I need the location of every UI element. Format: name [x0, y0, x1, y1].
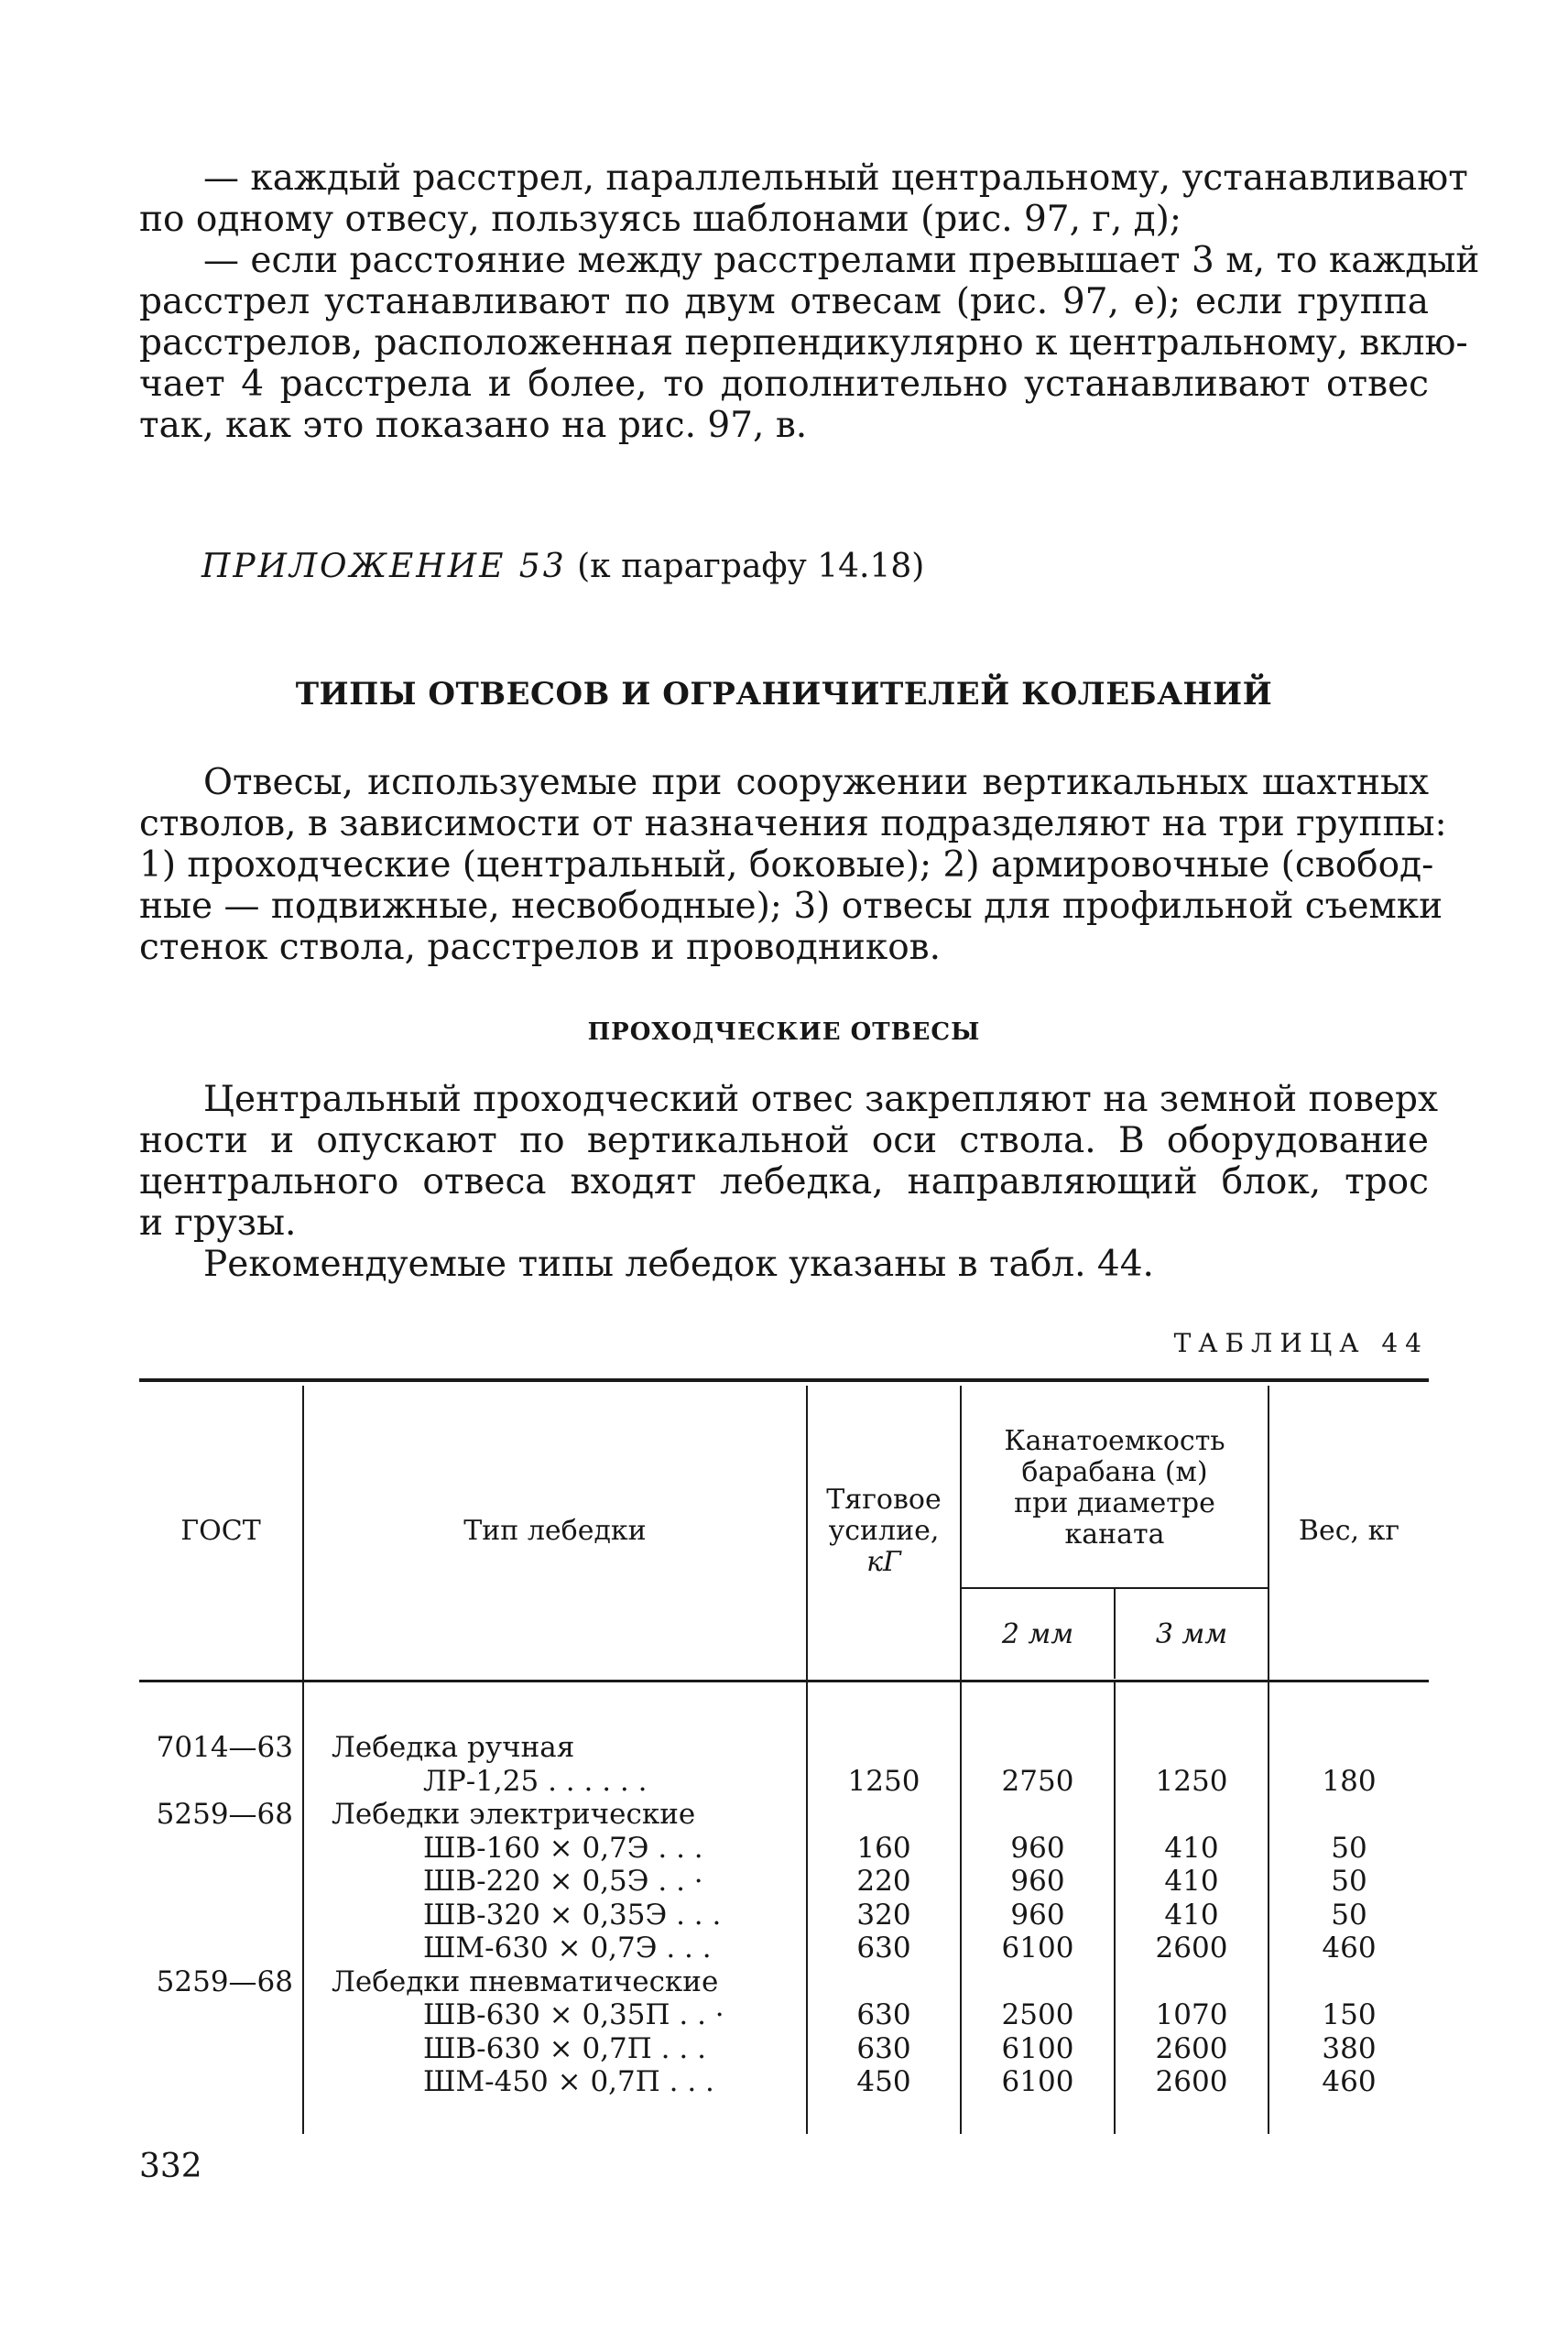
header-diameter-2mm	[962, 1591, 1114, 1679]
table-cell-weight: 50	[1331, 1898, 1367, 1932]
header-d3-label: 3 мм	[1155, 1618, 1228, 1650]
header-gost: ГОСТ	[180, 1514, 261, 1547]
appendix-reference	[201, 548, 924, 585]
header-capacity-line: барабана (м)	[1021, 1456, 1208, 1488]
table-cell-c2: 2500	[1001, 1998, 1074, 2031]
header-capacity-line: Канатоемкость	[1004, 1425, 1225, 1457]
intro-line: — каждый расстрел, параллельный центральному, устанавливают	[203, 158, 1468, 199]
header-traction-force	[808, 1382, 960, 1680]
table-cell-weight: 180	[1322, 1764, 1377, 1798]
header-diameter-3mm	[1116, 1591, 1268, 1679]
appendix-paragraph-ref: (к параграфу 14.18)	[577, 548, 925, 585]
table-cell-force: 320	[856, 1898, 911, 1932]
section-line: Отвесы, используемые при сооружении вертикальных шахтных	[203, 762, 1429, 803]
table-cell-c3: 2600	[1155, 2031, 1228, 2065]
table-cell-type: ШМ-450 × 0,7П . . .	[423, 2065, 714, 2098]
table-cell-type: Лебедка ручная	[332, 1731, 575, 1764]
table-cell-c2: 6100	[1001, 2065, 1074, 2098]
table-cell-c2: 6100	[1001, 1932, 1074, 1964]
table-cell-gost: 5259—68	[156, 1798, 293, 1831]
winch-table	[139, 1378, 1429, 2134]
table-cell-c2: 2750	[1001, 1764, 1074, 1798]
table-cell-type: ШВ-220 × 0,5Э . . ·	[423, 1865, 703, 1898]
table-cell-type: ЛР-1,25 . . . . . .	[423, 1764, 648, 1798]
page-number: 332	[139, 2148, 202, 2185]
table-title: ТАБЛИЦА 44	[1173, 1328, 1429, 1358]
intro-line: по одному отвесу, пользуясь шаблонами (рис. 97, г, д);	[139, 199, 1182, 240]
table-cell-type: ШВ-630 × 0,35П . . ·	[423, 1998, 724, 2031]
table-cell-force: 220	[856, 1865, 911, 1898]
table-cell-weight: 380	[1322, 2031, 1377, 2065]
table-cell-c3: 2600	[1155, 1932, 1228, 1964]
table-header-rule	[139, 1680, 1429, 1682]
table-cell-type: ШВ-160 × 0,7Э . . .	[423, 1831, 703, 1865]
table-cell-force: 630	[856, 1998, 911, 2031]
header-weight: Вес, кг	[1298, 1514, 1400, 1547]
table-cell-c3: 1250	[1155, 1764, 1228, 1798]
table-cell-force: 450	[856, 2065, 911, 2098]
section-line: 1) проходческие (центральный, боковые); 2) армировочные (свобод-	[139, 844, 1434, 886]
table-cell-force: 630	[856, 1932, 911, 1964]
section-paragraph	[139, 762, 1447, 968]
subsection-title: ПРОХОДЧЕСКИЕ ОТВЕСЫ	[587, 1018, 981, 1046]
table-cell-c3: 2600	[1155, 2065, 1228, 2098]
table-cell-type: ШВ-630 × 0,7П . . .	[423, 2031, 706, 2065]
subsection-line: Центральный проходческий отвес закрепляют на земной поверх	[203, 1079, 1438, 1120]
section-line: стенок ствола, расстрелов и проводников.	[139, 927, 942, 968]
subsection-line: ности и опускают по вертикальной оси ствола. В оборудование	[139, 1120, 1429, 1161]
header-capacity-line: при диаметре	[1014, 1487, 1215, 1519]
table-cell-force: 630	[856, 2031, 911, 2065]
table-cell-c2: 960	[1010, 1865, 1065, 1898]
table-cell-c3: 410	[1164, 1831, 1219, 1865]
intro-line: чает 4 расстрела и более, то дополнительно устанавливают отвес	[139, 364, 1429, 405]
subsection-line: и грузы.	[139, 1203, 297, 1244]
subsection-note: Рекомендуемые типы лебедок указаны в табл. 44.	[203, 1244, 1154, 1285]
table-cell-gost: 5259—68	[156, 1964, 293, 1998]
table-cell-type: ШВ-320 × 0,35Э . . .	[423, 1898, 722, 1932]
table-cell-c3: 1070	[1155, 1998, 1228, 2031]
table-cell-c3: 410	[1164, 1898, 1219, 1932]
subsection-line: центрального отвеса входят лебедка, направляющий блок, трос	[139, 1161, 1429, 1203]
header-winch-type: Тип лебедки	[463, 1514, 647, 1547]
table-cell-c2: 960	[1010, 1898, 1065, 1932]
section-line: стволов, в зависимости от назначения подразделяют на три группы:	[139, 803, 1447, 844]
intro-paragraph	[139, 158, 1480, 446]
header-force-line: усилие,	[828, 1514, 940, 1547]
table-cell-force: 1250	[847, 1764, 920, 1798]
header-rope-capacity	[962, 1397, 1268, 1580]
table-cell-type: ШМ-630 × 0,7Э . . .	[423, 1932, 712, 1964]
intro-line: расстрелов, расположенная перпендикулярно к центральному, вклю-	[139, 322, 1468, 364]
header-d2-label: 2 мм	[1001, 1618, 1074, 1650]
subsection-paragraph	[139, 1079, 1438, 1285]
table-cell-weight: 150	[1322, 1998, 1377, 2031]
table-cell-weight: 50	[1331, 1831, 1367, 1865]
table-cell-weight: 50	[1331, 1865, 1367, 1898]
table-cell-force: 160	[856, 1831, 911, 1865]
header-force-line: Тяговое	[826, 1483, 942, 1516]
appendix-label: ПРИЛОЖЕНИЕ 53	[201, 548, 567, 585]
table-cell-c2: 960	[1010, 1831, 1065, 1865]
intro-line: — если расстояние между расстрелами превышает 3 м, то каждый	[203, 240, 1480, 281]
table-cell-type: Лебедки пневматические	[332, 1964, 719, 1998]
intro-line: расстрел устанавливают по двум отвесам (рис. 97, е); если группа	[139, 281, 1429, 322]
intro-line: так, как это показано на рис. 97, в.	[139, 405, 808, 446]
table-cell-c3: 410	[1164, 1865, 1219, 1898]
section-title: ТИПЫ ОТВЕСОВ И ОГРАНИЧИТЕЛЕЙ КОЛЕБАНИЙ	[295, 676, 1273, 713]
table-cell-type: Лебедки электрические	[332, 1798, 696, 1831]
section-line: ные — подвижные, несвободные); 3) отвесы для профильной съемки	[139, 886, 1443, 927]
table-cell-c2: 6100	[1001, 2031, 1074, 2065]
table-cell-weight: 460	[1322, 1932, 1377, 1964]
header-force-unit: кГ	[866, 1545, 901, 1578]
table-cell-gost: 7014—63	[156, 1731, 293, 1764]
table-cell-weight: 460	[1322, 2065, 1377, 2098]
header-capacity-line: каната	[1064, 1518, 1165, 1551]
